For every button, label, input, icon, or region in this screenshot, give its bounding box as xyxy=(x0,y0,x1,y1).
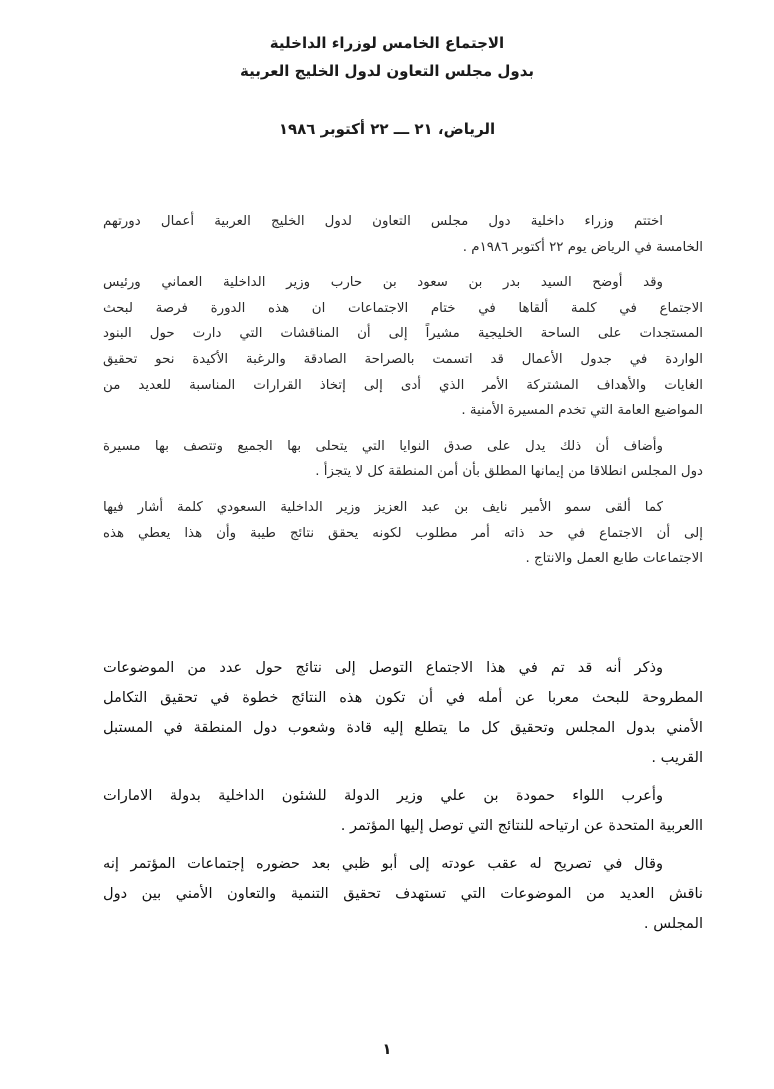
text-line: اختتم وزراء داخلية دول مجلس التعاون لدول الخليج العربية أعمال دورتهم xyxy=(103,214,663,229)
text-line: الاجتماعات طابع العمل والانتاج . xyxy=(525,551,703,567)
text-line: المواضيع العامة التي تخدم المسيرة الأمنية . xyxy=(461,403,703,419)
paragraph xyxy=(103,495,703,572)
text-line: وأعرب اللواء حمودة بن علي وزير الدولة للشئون الداخلية بدولة الامارات xyxy=(103,787,663,804)
text-line: الاجتماع في كلمة ألقاها في ختام الاجتماعات ان هذه الدورة فرصة لبحث xyxy=(103,300,703,316)
text-line: الخامسة في الرياض يوم ٢٢ أكتوبر ١٩٨٦م . xyxy=(462,239,703,255)
document-title-line1: الاجتماع الخامس لوزراء الداخلية xyxy=(269,34,505,52)
text-line: وأضاف أن ذلك يدل على صدق النوايا التي يتحلى بها الجميع وتتصف بها مسيرة xyxy=(103,438,663,454)
text-line: وذكر أنه قد تم في هذا الاجتماع التوصل إلى نتائج حول عدد من الموضوعات xyxy=(103,659,663,676)
text-line: ناقش العديد من الموضوعات التي تستهدف تحقيق التنمية والتعاون الأمني بين دول xyxy=(103,885,703,902)
body-section-2 xyxy=(103,653,703,939)
page-number: ١ xyxy=(382,1040,392,1058)
place-date: الرياض، ٢١ ـــ ٢٢ أكتوبر ١٩٨٦ xyxy=(278,120,496,138)
text-line: الأمني بدول المجلس وتحقيق كل ما يتطلع إليه قادة وشعوب دول المنطقة في المستبل xyxy=(103,719,703,736)
paragraph xyxy=(103,849,703,939)
paragraph xyxy=(103,434,703,485)
paragraph xyxy=(103,209,703,260)
text-line: دول المجلس انطلاقا من إيمانها المطلق بأن أمن المنطقة كل لا يتجزأ . xyxy=(315,464,703,480)
text-line: المستجدات على الساحة الخليجية مشيراً إلى أن المناقشات التي دارت حول البنود xyxy=(103,326,703,342)
text-line: وقد أوضح السيد بدر بن سعود بن حارب وزير الداخلية العماني ورئيس xyxy=(103,275,663,291)
text-line: الواردة في جدول الأعمال قد اتسمت بالصراحة الصادقة والرغبة الأكيدة نحو تحقيق xyxy=(103,351,703,367)
text-line: االعربية المتحدة عن ارتياحه للنتائج التي توصل إليها المؤتمر . xyxy=(340,817,703,834)
paragraph xyxy=(103,781,703,841)
text-line: وقال في تصريح له عقب عودته إلى أبو ظبي بعد حضوره إجتماعات المؤتمر إنه xyxy=(103,855,663,872)
text-line: المجلس . xyxy=(643,915,703,932)
text-line: المطروحة للبحث معربا عن أمله في أن تكون هذه النتائج خطوة في تحقيق التكامل xyxy=(103,689,703,706)
paragraph xyxy=(103,653,703,773)
paragraph xyxy=(103,270,703,424)
text-line: القريب . xyxy=(651,749,703,766)
text-line: كما ألقى سمو الأمير نايف بن عبد العزيز وزير الداخلية السعودي كلمة أشار فيها xyxy=(103,499,663,515)
body-section-1 xyxy=(103,209,703,572)
text-line: الغايات والأهداف المشتركة الأمر الذي أدى إلى إتخاذ القرارات المناسبة للعديد من xyxy=(103,377,703,393)
text-line: إلى أن الاجتماع في حد ذاته أمر مطلوب لكونه يحقق نتائج طيبة وأن هذا يعطي هذه xyxy=(103,525,703,541)
document-title-line2: بدول مجلس التعاون لدول الخليج العربية xyxy=(240,62,534,80)
